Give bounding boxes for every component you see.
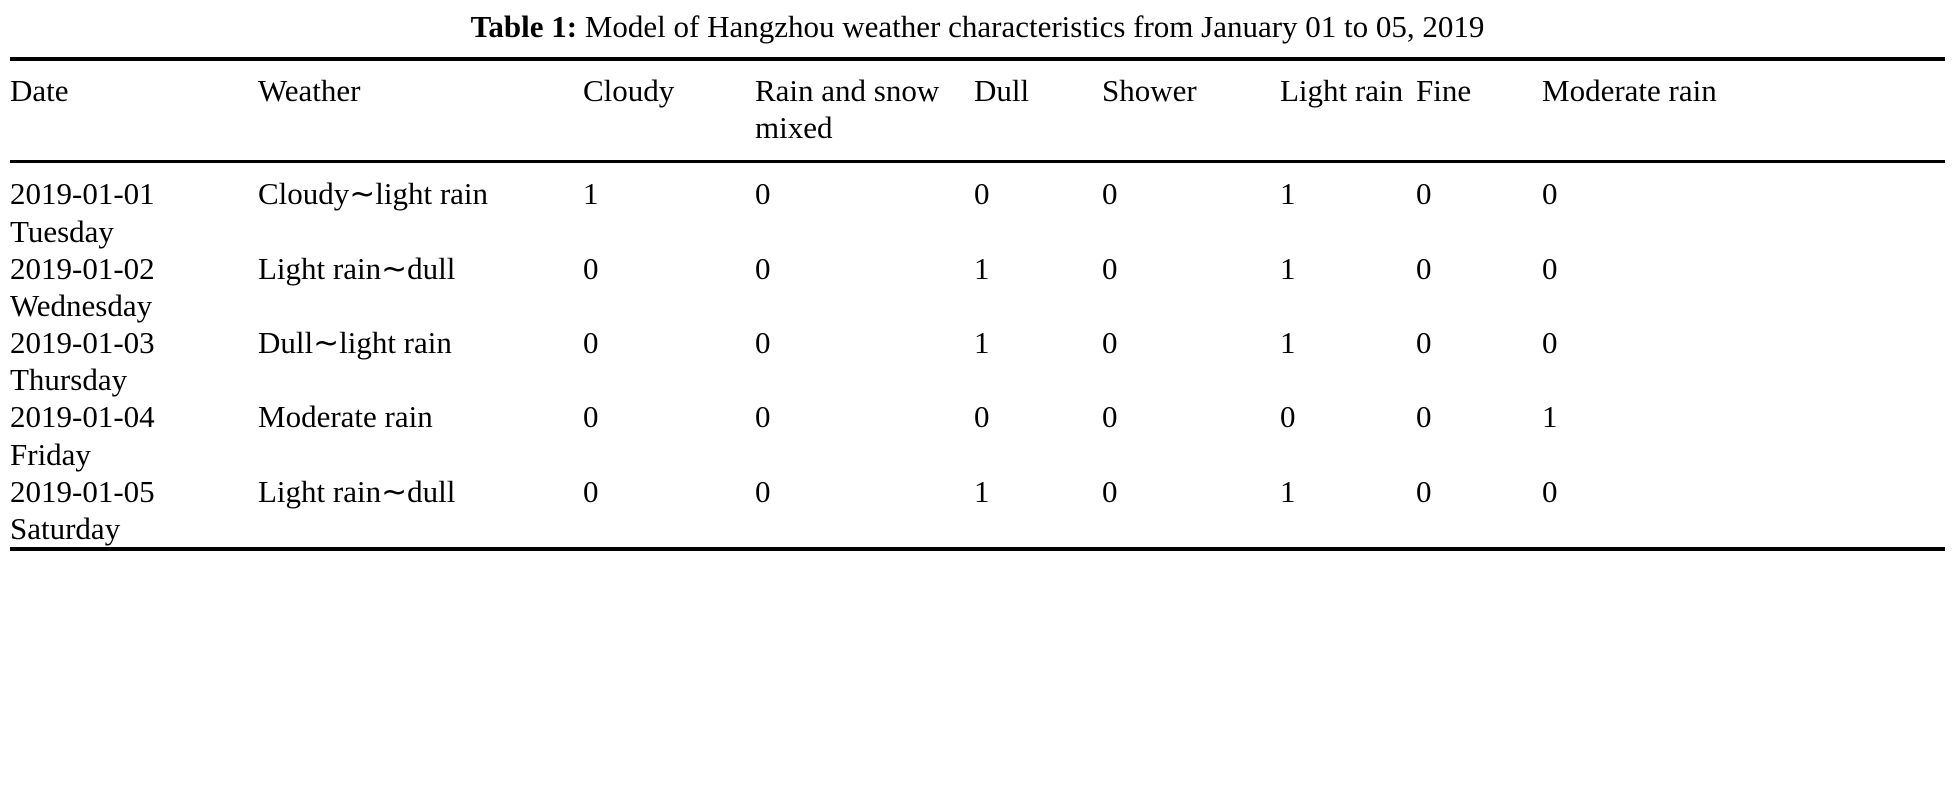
cell-dull: 0 xyxy=(974,162,1102,250)
column-header-weather: Weather xyxy=(258,59,583,162)
cell-dull: 1 xyxy=(974,325,990,361)
cell-weather: Light rain∼dull xyxy=(258,473,456,509)
cell-date-line1: 2019-01-05 xyxy=(10,473,155,509)
column-header-light-rain: Light rain xyxy=(1280,59,1416,162)
cell-shower: 0 xyxy=(1102,162,1280,250)
cell-date-line1: 2019-01-04 xyxy=(10,399,155,435)
column-header-rain-and-snow-mixed: Rain and snow mixed xyxy=(755,59,974,162)
table-bottom-rule xyxy=(10,549,1945,557)
cell-date-line2: Saturday xyxy=(10,511,121,547)
table-caption-label: Table 1: xyxy=(470,9,578,44)
cell-date-line2: Wednesday xyxy=(10,287,153,323)
column-header-date: Date xyxy=(10,59,258,162)
cell-cloudy: 0 xyxy=(583,325,599,361)
cell-light-rain: 1 xyxy=(1280,250,1296,286)
weather-table xyxy=(10,57,1945,557)
cell-date-line1: 2019-01-02 xyxy=(10,250,155,286)
column-header-fine: Fine xyxy=(1416,59,1542,162)
cell-weather: Dull∼light rain xyxy=(258,325,452,361)
table-row xyxy=(10,250,1945,324)
table-caption xyxy=(10,0,1945,57)
column-header-dull: Dull xyxy=(974,59,1102,162)
cell-cloudy: 0 xyxy=(583,250,599,286)
cell-dull: 1 xyxy=(974,473,990,509)
cell-fine: 0 xyxy=(1416,162,1542,250)
table-row xyxy=(10,398,1945,472)
cell-light-rain: 1 xyxy=(1280,325,1296,361)
cell-dull: 1 xyxy=(974,250,990,286)
cell-shower: 0 xyxy=(1102,325,1118,361)
cell-date xyxy=(10,473,258,549)
column-header-moderate-rain: Moderate rain xyxy=(1542,59,1945,162)
table-body xyxy=(10,162,1945,557)
cell-rain-and-snow-mixed: 0 xyxy=(755,473,771,509)
cell-date xyxy=(10,398,258,472)
cell-shower: 0 xyxy=(1102,473,1118,509)
table-header xyxy=(10,59,1945,162)
table-row xyxy=(10,162,1945,250)
table-bottom-rule-row xyxy=(10,549,1945,557)
cell-rain-and-snow-mixed: 0 xyxy=(755,162,974,250)
cell-date-line2: Friday xyxy=(10,436,91,472)
cell-fine: 0 xyxy=(1416,399,1432,435)
table-caption-text: Model of Hangzhou weather characteristics from January 01 to 05, 2019 xyxy=(584,9,1485,44)
cell-fine: 0 xyxy=(1416,473,1432,509)
cell-cloudy: 0 xyxy=(583,399,599,435)
cell-weather: Light rain∼dull xyxy=(258,250,456,286)
cell-moderate-rain: 0 xyxy=(1542,250,1558,286)
cell-date xyxy=(10,162,258,250)
cell-moderate-rain: 0 xyxy=(1542,162,1945,250)
cell-date-line2: Thursday xyxy=(10,362,128,398)
cell-cloudy: 0 xyxy=(583,473,599,509)
cell-rain-and-snow-mixed: 0 xyxy=(755,325,771,361)
table-row xyxy=(10,324,1945,398)
table-row xyxy=(10,473,1945,549)
cell-date-line2: Tuesday xyxy=(10,213,114,249)
cell-fine: 0 xyxy=(1416,250,1432,286)
cell-weather: Cloudy∼light rain xyxy=(258,162,583,250)
cell-moderate-rain: 0 xyxy=(1542,473,1558,509)
cell-date-line1: 2019-01-03 xyxy=(10,325,155,361)
cell-rain-and-snow-mixed: 0 xyxy=(755,250,771,286)
cell-shower: 0 xyxy=(1102,250,1118,286)
cell-cloudy: 1 xyxy=(583,162,755,250)
cell-shower: 0 xyxy=(1102,399,1118,435)
column-header-cloudy: Cloudy xyxy=(583,59,755,162)
cell-moderate-rain: 0 xyxy=(1542,325,1558,361)
cell-fine: 0 xyxy=(1416,325,1432,361)
cell-light-rain: 0 xyxy=(1280,399,1296,435)
cell-rain-and-snow-mixed: 0 xyxy=(755,399,771,435)
cell-moderate-rain: 1 xyxy=(1542,399,1558,435)
cell-light-rain: 1 xyxy=(1280,162,1416,250)
cell-date-line1: 2019-01-01 xyxy=(10,176,155,212)
cell-date xyxy=(10,324,258,398)
column-header-shower: Shower xyxy=(1102,59,1280,162)
cell-light-rain: 1 xyxy=(1280,473,1296,509)
cell-weather: Moderate rain xyxy=(258,399,433,435)
cell-dull: 0 xyxy=(974,399,990,435)
cell-date xyxy=(10,250,258,324)
